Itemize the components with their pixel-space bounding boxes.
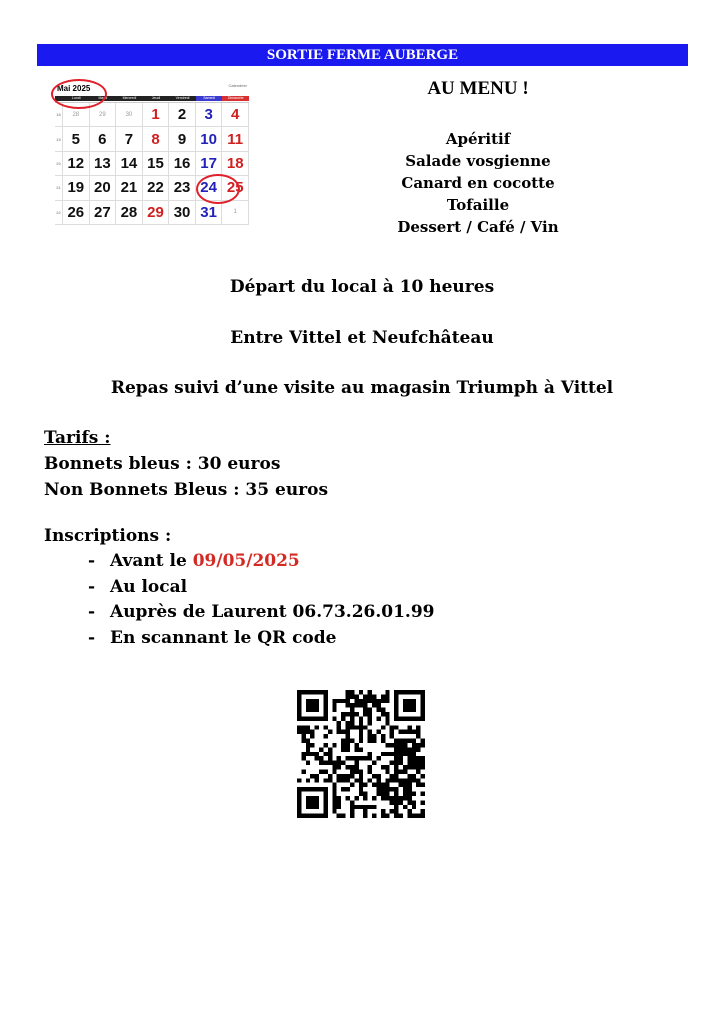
item-text: Au local <box>110 576 188 597</box>
tarif-non-bonnets-bleus: Non Bonnets Bleus : 35 euros <box>44 480 329 500</box>
menu-item: Dessert / Café / Vin <box>397 218 559 236</box>
calendar-grid <box>55 102 249 225</box>
menu-item: Canard en cocotte <box>401 174 555 192</box>
calendar-day: 29 <box>90 103 117 127</box>
tarifs-section <box>44 425 328 503</box>
calendar-day: 4 <box>222 103 249 127</box>
menu-list <box>378 128 578 238</box>
calendar-day: 6 <box>90 127 117 151</box>
calendar-brand: Calendrier <box>228 83 247 88</box>
calendar-header <box>55 81 249 95</box>
menu-item: Apéritif <box>445 130 511 148</box>
repas-text: Repas suivi d’une visite au magasin Triumph à Vittel <box>110 378 614 398</box>
item-text: En scannant le QR code <box>110 627 337 648</box>
calendar-day: 22 <box>143 176 170 200</box>
calendar-day: 11 <box>222 127 249 151</box>
weekday-label: Samedi <box>196 96 223 101</box>
depart-text: Départ du local à 10 heures <box>229 277 495 297</box>
weekday-label: Vendredi <box>175 96 190 100</box>
tarif-bonnets-bleus: Bonnets bleus : 30 euros <box>44 454 281 474</box>
menu-item: Salade vosgienne <box>405 152 551 170</box>
calendar-image <box>55 81 249 226</box>
week-number: 18 <box>55 103 63 127</box>
week-number: 19 <box>55 127 63 151</box>
list-dash: - <box>88 551 96 571</box>
inscriptions-title: Inscriptions : <box>44 526 172 546</box>
calendar-day: 18 <box>222 152 249 176</box>
calendar-day: 1 <box>222 201 249 225</box>
calendar-day: 5 <box>63 127 90 151</box>
title-banner: SORTIE FERME AUBERGE <box>37 44 688 66</box>
list-item <box>88 626 435 652</box>
calendar-day: 29 <box>143 201 170 225</box>
list-dash: - <box>88 602 96 622</box>
weekday-label: Mercredi <box>122 96 137 100</box>
calendar-day: 16 <box>169 152 196 176</box>
weekday-label: Dimanche <box>222 96 249 101</box>
weekday-label: Lundi <box>71 96 81 100</box>
calendar-day: 17 <box>196 152 223 176</box>
calendar-day: 30 <box>116 103 143 127</box>
calendar-day: 13 <box>90 152 117 176</box>
calendar-day: 7 <box>116 127 143 151</box>
list-item <box>88 549 435 575</box>
calendar-day: 20 <box>90 176 117 200</box>
calendar-day: 23 <box>169 176 196 200</box>
calendar-day: 28 <box>63 103 90 127</box>
calendar-weekday-row <box>55 96 249 101</box>
inscriptions-list <box>88 549 435 651</box>
calendar-month: Mai 2025 <box>57 84 91 93</box>
calendar-day: 9 <box>169 127 196 151</box>
calendar-day: 31 <box>196 201 223 225</box>
tarifs-title: Tarifs : <box>44 428 111 448</box>
weekday-spacer <box>55 96 63 101</box>
calendar-day: 2 <box>169 103 196 127</box>
list-item <box>88 600 435 626</box>
week-number: 22 <box>55 201 63 225</box>
calendar-day: 27 <box>90 201 117 225</box>
week-number: 21 <box>55 176 63 200</box>
calendar-day: 15 <box>143 152 170 176</box>
calendar-day: 12 <box>63 152 90 176</box>
calendar-day: 10 <box>196 127 223 151</box>
calendar-day: 30 <box>169 201 196 225</box>
calendar-day: 26 <box>63 201 90 225</box>
qr-code[interactable] <box>297 690 425 818</box>
calendar-day: 24 <box>196 176 223 200</box>
calendar-day: 3 <box>196 103 223 127</box>
list-dash: - <box>88 627 96 648</box>
deadline-date: 09/05/2025 <box>192 551 300 571</box>
calendar-day: 28 <box>116 201 143 225</box>
calendar-day: 21 <box>116 176 143 200</box>
lieu-text: Entre Vittel et Neufchâteau <box>230 328 494 348</box>
calendar-day: 25 <box>222 176 249 200</box>
list-dash: - <box>88 576 96 597</box>
calendar-day: 1 <box>143 103 170 127</box>
week-number: 20 <box>55 152 63 176</box>
avant-label: Avant le <box>110 551 193 571</box>
item-text: Auprès de Laurent 06.73.26.01.99 <box>110 602 435 622</box>
menu-title: AU MENU ! <box>427 78 529 99</box>
weekday-label: Mardi <box>98 96 108 100</box>
calendar-day: 8 <box>143 127 170 151</box>
calendar-day: 14 <box>116 152 143 176</box>
calendar-day: 19 <box>63 176 90 200</box>
weekday-label: Jeudi <box>151 96 161 100</box>
list-item <box>88 575 435 601</box>
menu-item: Tofaille <box>446 196 510 214</box>
